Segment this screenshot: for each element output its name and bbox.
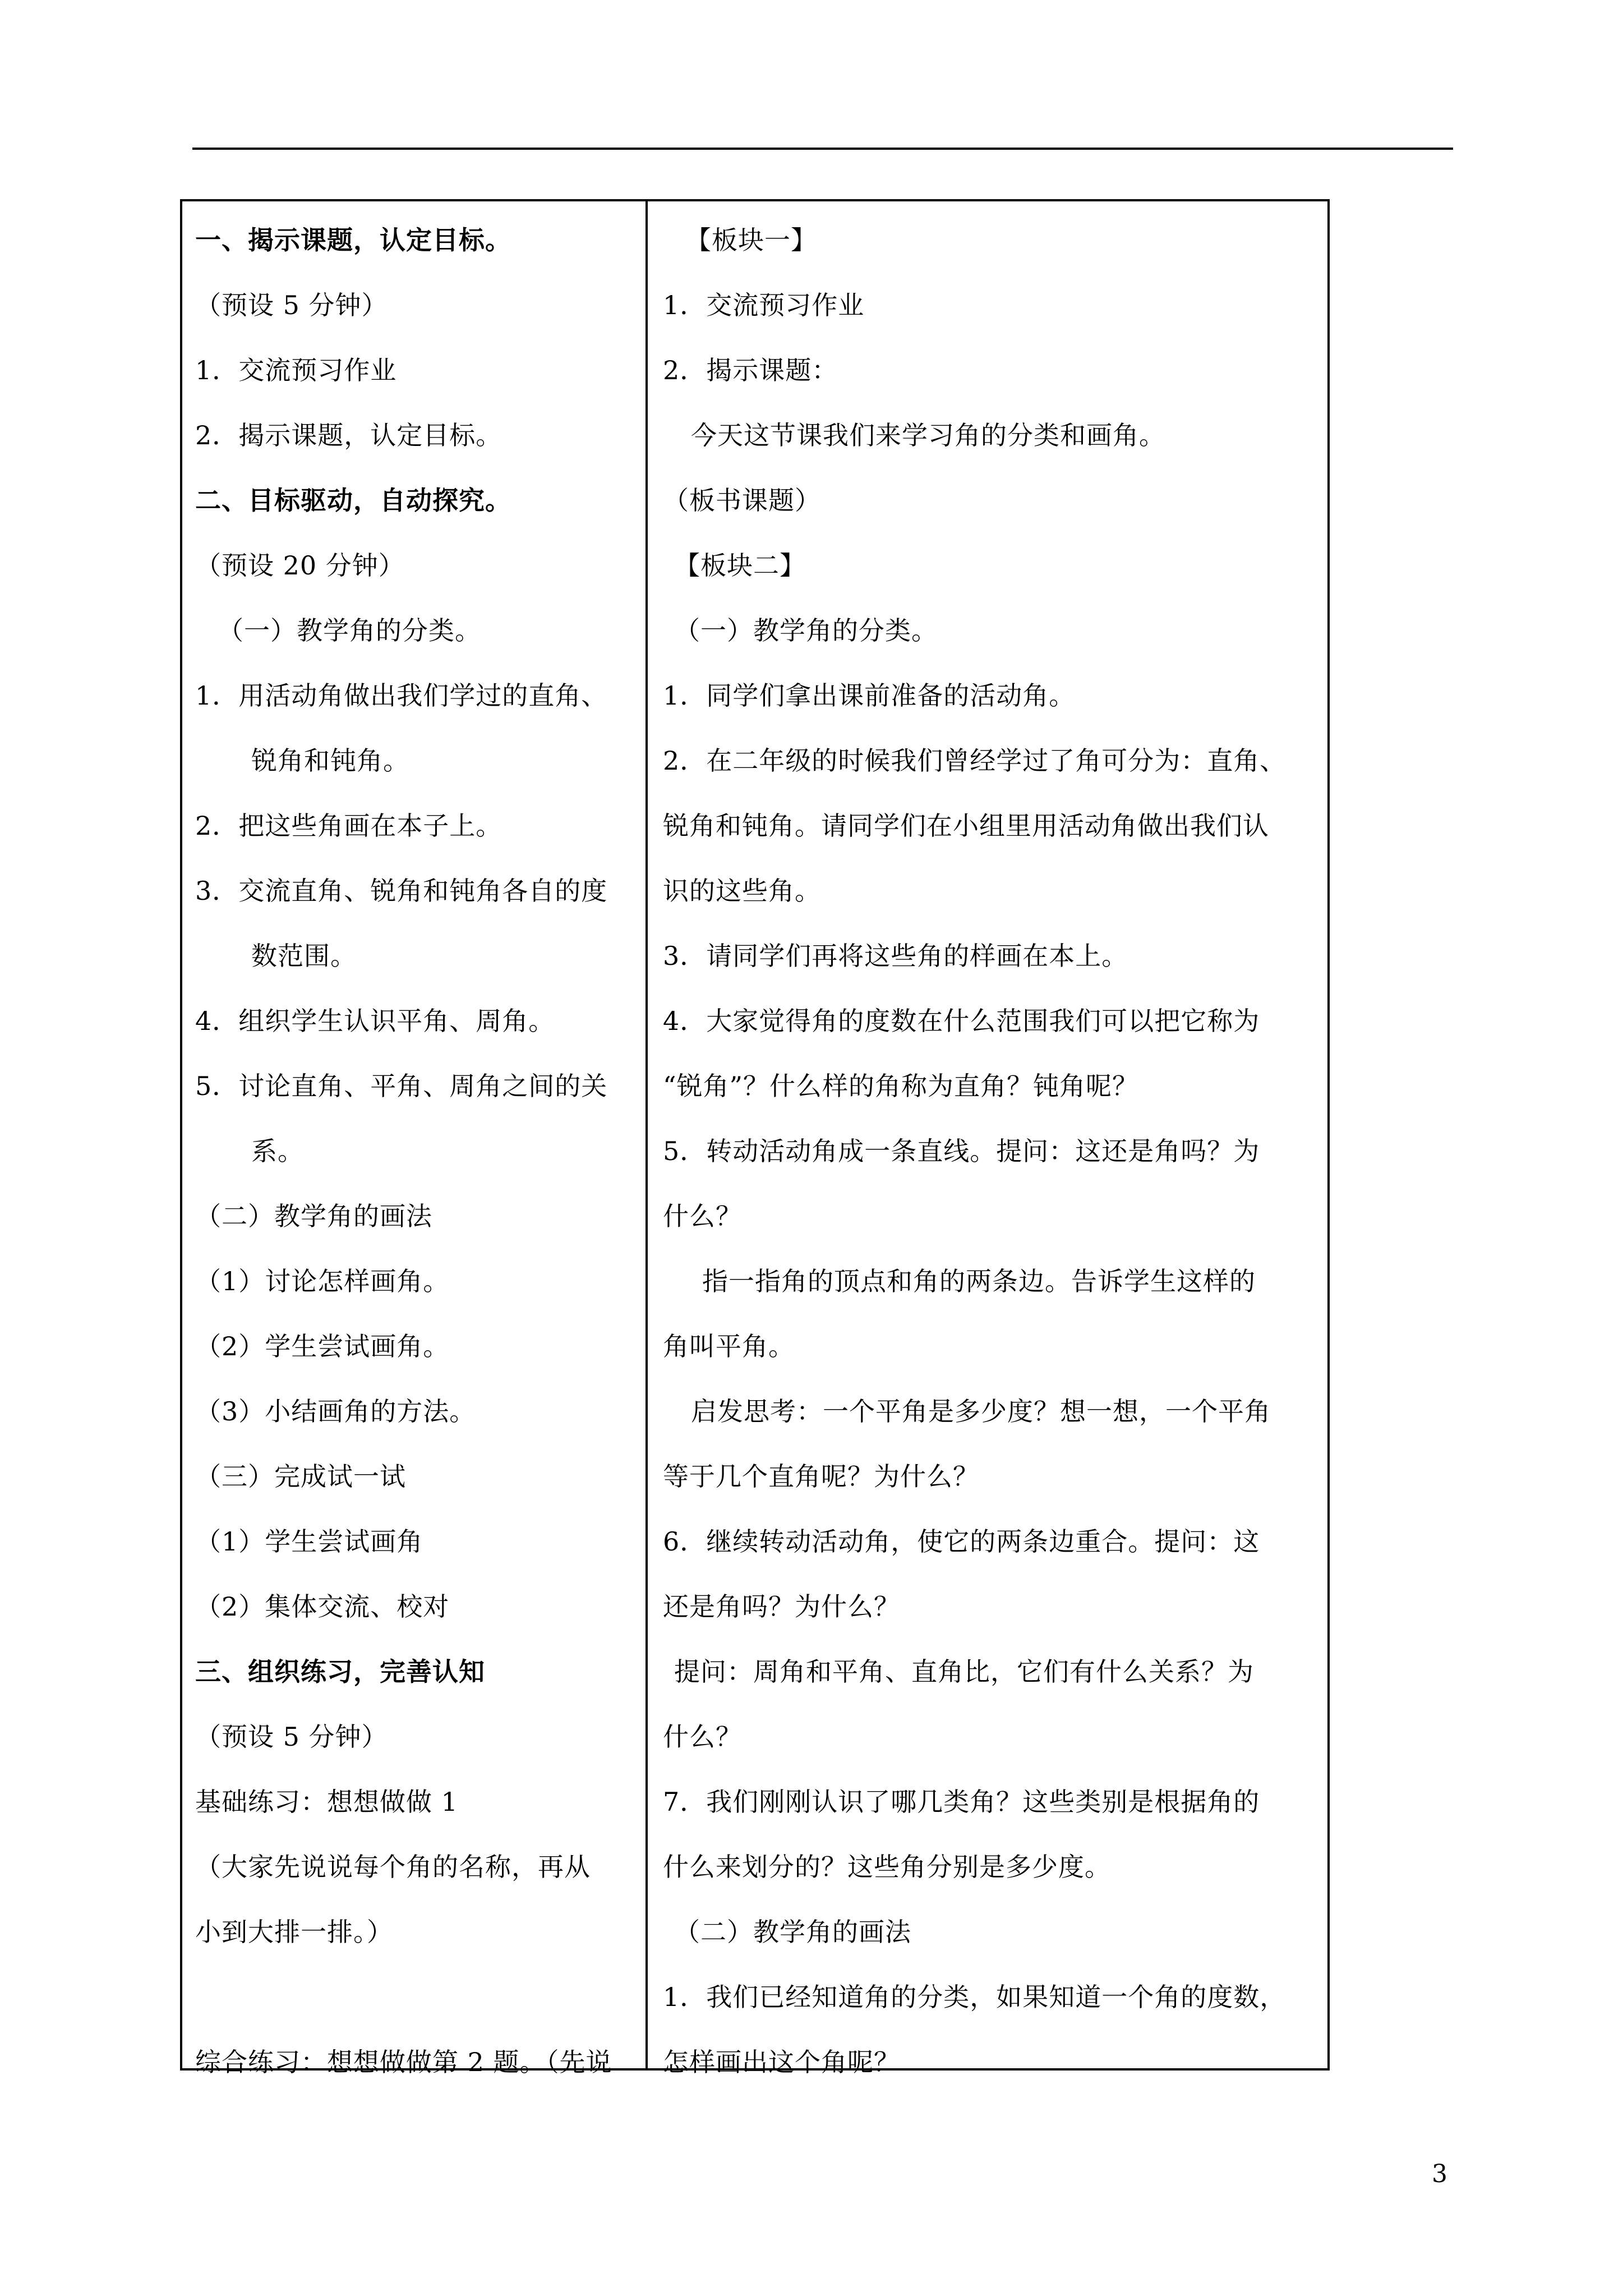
right-column-line: “锐角”？什么样的角称为直角？钝角呢？ — [663, 1071, 1139, 1101]
right-column-line: 【板块一】 — [685, 225, 817, 255]
column-divider — [645, 199, 648, 2070]
left-column-line: （1）学生尝试画角 — [195, 1526, 423, 1557]
left-column-line — [195, 1964, 638, 2030]
right-column-line: （一）教学角的分类。 — [674, 615, 938, 646]
left-column-line: 2．揭示课题，认定目标。 — [195, 420, 502, 450]
left-column-line: （大家先说说每个角的名称，再从 — [195, 1852, 591, 1882]
right-column-line: 1．同学们拿出课前准备的活动角。 — [663, 680, 1076, 711]
right-column-line: 5．转动活动角成一条直线。提问：这还是角吗？为 — [663, 1136, 1260, 1166]
left-column-line: 3．交流直角、锐角和钝角各自的度 — [195, 876, 608, 906]
right-column-line: 指一指角的顶点和角的两条边。告诉学生这样的 — [702, 1266, 1256, 1296]
right-column-line: 7．我们刚刚认识了哪几类角？这些类别是根据角的 — [663, 1787, 1260, 1817]
right-column-line: 识的这些角。 — [663, 876, 821, 906]
right-column-line: （二）教学角的画法 — [674, 1917, 911, 1947]
left-column-line: 三、组织练习，完善认知 — [195, 1657, 485, 1687]
left-column-line: （1）讨论怎样画角。 — [195, 1266, 450, 1296]
right-column-line: 【板块二】 — [674, 550, 806, 581]
right-column — [663, 208, 1325, 2095]
right-column-line: 4．大家觉得角的度数在什么范围我们可以把它称为 — [663, 1006, 1260, 1036]
right-column-line: 1．我们已经知道角的分类，如果知道一个角的度数， — [663, 1982, 1287, 2012]
left-column-line: 系。 — [251, 1136, 304, 1166]
left-column-line: 2．把这些角画在本子上。 — [195, 811, 502, 841]
left-column-line: 数范围。 — [251, 941, 357, 971]
left-column-line: （预设 5 分钟） — [195, 290, 388, 320]
left-column-line: （二）教学角的画法 — [195, 1201, 432, 1231]
left-column-line: （2）学生尝试画角。 — [195, 1331, 450, 1361]
left-column-line: （预设 5 分钟） — [195, 1722, 388, 1752]
left-column — [195, 208, 638, 2095]
left-column-line: 1．交流预习作业 — [195, 355, 397, 385]
right-column-line: （板书课题） — [663, 485, 821, 516]
right-column-line: 提问：周角和平角、直角比，它们有什么关系？为 — [674, 1657, 1254, 1687]
left-column-line: （预设 20 分钟） — [195, 550, 405, 581]
left-column-line: 基础练习：想想做做 1 — [195, 1787, 458, 1817]
header-rule — [192, 148, 1453, 150]
left-column-line: （3）小结画角的方法。 — [195, 1396, 476, 1427]
left-column-line: （一）教学角的分类。 — [218, 615, 481, 646]
right-column-line: 今天这节课我们来学习角的分类和画角。 — [691, 420, 1165, 450]
left-column-line: （2）集体交流、校对 — [195, 1591, 450, 1622]
left-column-line: 综合练习：想想做做第 2 题。（先说 — [195, 2047, 612, 2077]
right-column-line: 什么来划分的？这些角分别是多少度。 — [663, 1852, 1111, 1882]
right-column-line: 2．揭示课题： — [663, 355, 838, 385]
left-column-line: 5．讨论直角、平角、周角之间的关 — [195, 1071, 608, 1101]
right-column-line: 启发思考：一个平角是多少度？想一想，一个平角 — [691, 1396, 1271, 1427]
left-column-line: 一、揭示课题，认定目标。 — [195, 225, 511, 255]
left-column-line: 1．用活动角做出我们学过的直角、 — [195, 680, 608, 711]
left-column-line: 小到大排一排。） — [195, 1917, 393, 1947]
right-column-line: 等于几个直角呢？为什么？ — [663, 1461, 979, 1492]
right-column-line: 什么？ — [663, 1722, 742, 1752]
right-column-line: 怎样画出这个角呢？ — [663, 2047, 900, 2077]
right-column-line: 2．在二年级的时候我们曾经学过了角可分为：直角、 — [663, 746, 1287, 776]
left-column-line: 锐角和钝角。 — [251, 746, 409, 776]
left-column-line: 4．组织学生认识平角、周角。 — [195, 1006, 555, 1036]
left-column-line: 二、目标驱动，自动探究。 — [195, 485, 511, 516]
right-column-line: 还是角吗？为什么？ — [663, 1591, 900, 1622]
left-column-line: （三）完成试一试 — [195, 1461, 406, 1492]
right-column-line: 角叫平角。 — [663, 1331, 795, 1361]
right-column-line: 什么？ — [663, 1201, 742, 1231]
right-column-line: 1．交流预习作业 — [663, 290, 865, 320]
right-column-line: 3．请同学们再将这些角的样画在本上。 — [663, 941, 1128, 971]
page-number: 3 — [1432, 2160, 1447, 2188]
right-column-line: 6．继续转动活动角，使它的两条边重合。提问：这 — [663, 1526, 1260, 1557]
right-column-line: 锐角和钝角。请同学们在小组里用活动角做出我们认 — [663, 811, 1269, 841]
